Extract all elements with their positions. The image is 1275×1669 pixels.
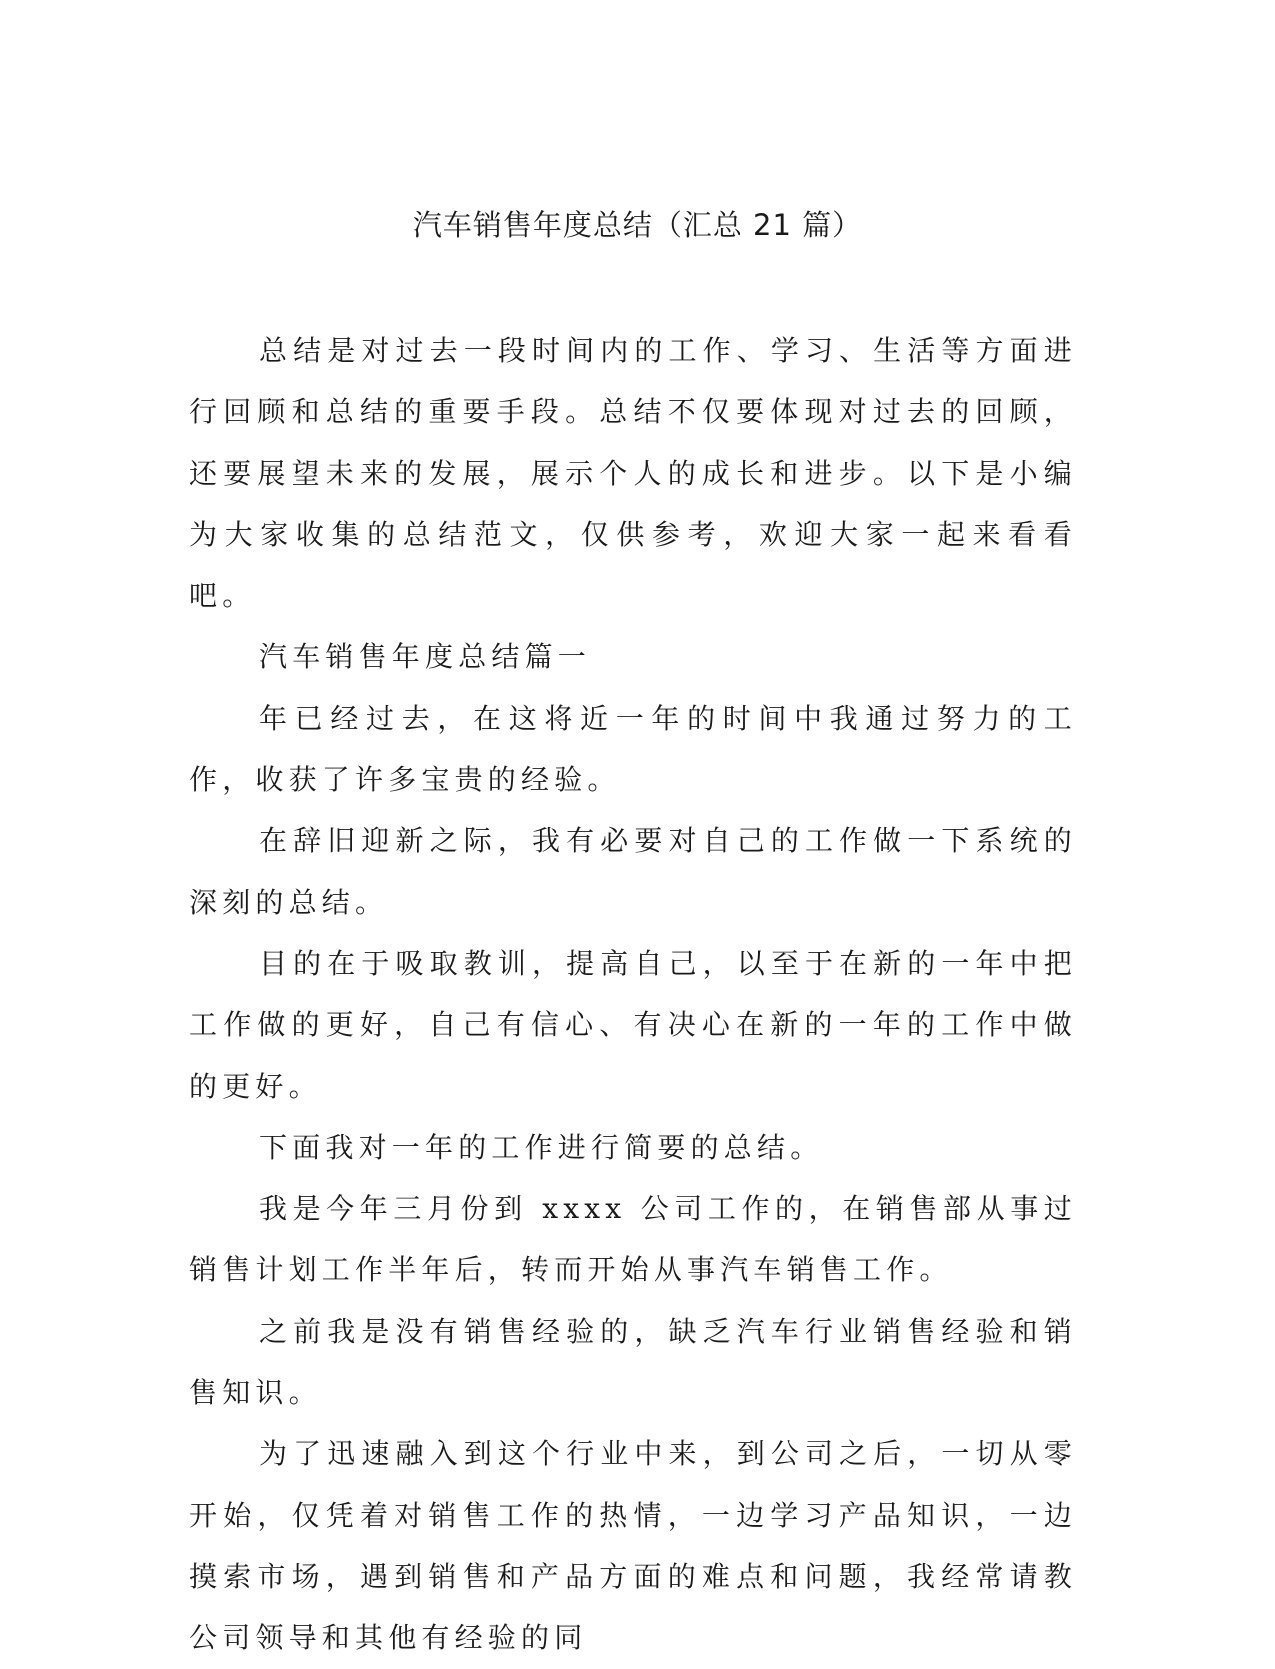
paragraph: 之前我是没有销售经验的，缺乏汽车行业销售经验和销售知识。 [189, 1314, 1077, 1410]
paragraph: 为了迅速融入到这个行业中来，到公司之后，一切从零开始，仅凭着对销售工作的热情，一边学习产品知识，一边摸索市场，遇到销售和产品方面的难点和问题，我经常请教公司领导和其他有经验的同 [189, 1437, 1077, 1655]
paragraph: 在辞旧迎新之际，我有必要对自己的工作做一下系统的深刻的总结。 [189, 824, 1077, 919]
paragraph: 目的在于吸取教训，提高自己，以至于在新的一年中把工作做的更好，自己有信心、有决心在新的一年的工作中做的更好。 [189, 946, 1077, 1103]
paragraph-intro: 总结是对过去一段时间内的工作、学习、生活等方面进行回顾和总结的重要手段。总结不仅要体现对过去的回顾，还要展望未来的发展，展示个人的成长和进步。以下是小编为大家收集的总结范文，仅供参考，欢迎大家一起来看看吧。 [189, 334, 1077, 613]
paragraph: 我是今年三月份到 xxxx 公司工作的，在销售部从事过销售计划工作半年后，转而开始从事汽车销售工作。 [189, 1192, 1077, 1287]
section-heading: 汽车销售年度总结篇一 [259, 640, 592, 674]
document-title: 汽车销售年度总结（汇总 21 篇） [412, 208, 863, 242]
paragraph: 下面我对一年的工作进行简要的总结。 [259, 1130, 824, 1164]
document-body [189, 320, 1077, 1669]
paragraph: 年已经过去，在这将近一年的时间中我通过努力的工作，收获了许多宝贵的经验。 [189, 701, 1077, 797]
